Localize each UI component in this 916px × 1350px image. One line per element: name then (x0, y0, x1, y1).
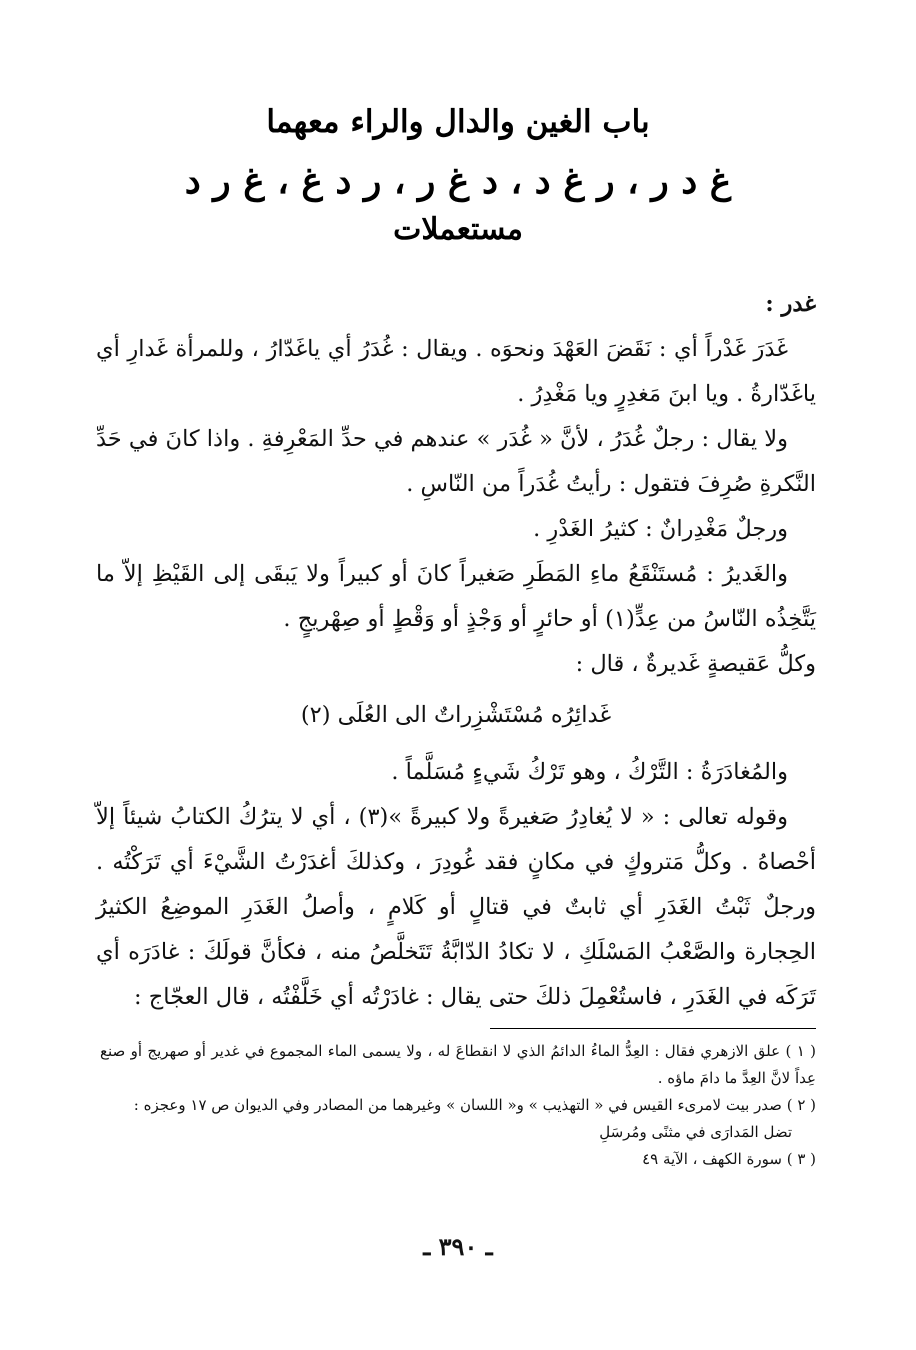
footnote-3: ( ٣ ) سورة الكهف ، الآية ٤٩ (642, 1150, 816, 1168)
entry-headword: غدر : (765, 291, 816, 317)
paragraph: وقوله تعالى : « لا يُغادِرُ صَغيرةً ولا كبيرةً »(٣) ، أي لا يترُكُ الكتابُ شيئاً إلاّ أحْصاهُ . وكلُّ مَتروكٍ في مكانٍ فقد غُودِرَ ، وكذلكَ أغدَرْتُ الشَّيْءَ أي تَرَكْتُه . ورجلٌ ثَبْتُ الغَدَرِ أي ثابتٌ في قتالٍ أو كَلامٍ ، وأصلُ الغَدَرِ الموضِعُ الكثيرُ الحِجارة والصَّعْبُ المَسْلَكِ ، لا تكادُ الدّابَّةُ تَتَخلَّصُ منه ، فكأنَّ قولَكَ : غادَرَه أي تَرَكَه في الغَدَرِ ، فاستُعْمِلَ ذلكَ حتى يقال : غادَرْتُه أي خَلَّفْتُه ، قال العجّاج : (96, 804, 816, 1010)
paragraph: وكلُّ عَقيصةٍ غَديرةٌ ، قال : (575, 651, 816, 677)
paragraph: والمُغادَرَةُ : التَّرْكُ ، وهو تَرْكُ شَيءٍ مُسَلَّماً . (391, 759, 788, 785)
footnote-2-continuation: تضل المَدارَى في مثنًى ومُرسَلِ (599, 1123, 792, 1141)
page-number: ـ ٣٩٠ ـ (423, 1232, 493, 1261)
paragraph: غَدَرَ غَدْراً أي : نَقَضَ العَهْدَ ونحوَه . ويقال : غُدَرُ أي ياغَدّارُ ، وللمرأة غَدارِ أي ياغَدّارةُ . ويا ابنَ مَغدِرٍ ويا مَغْدِرُ . (96, 336, 816, 407)
poetry-verse: غَدائِرُه مُسْتَشْزِراتٌ الى العُلَى (٢) (300, 702, 612, 728)
paragraph: والغَديرُ : مُستَنْقَعُ ماءِ المَطَرِ صَغيراً كانَ أو كبيراً ولا يَبقَى إلى القَيْظِ إلاّ ما يَتَّخِذُه النّاسُ من عِدٍّ(١) أو حائرٍ أو وَجْذٍ أو وَقْطٍ أو صِهْريجٍ . (96, 561, 816, 632)
chapter-title: باب الغين والدال والراء معهما (266, 104, 650, 140)
root-permutations: غ د ر ، ر غ د ، د غ ر ، ر د غ ، غ ر د (184, 160, 732, 202)
section-subtitle: مستعملات (393, 212, 523, 247)
paragraph: ورجلٌ مَغْدِرانٌ : كثيرُ الغَدْرِ . (533, 516, 788, 542)
entry-body (96, 282, 816, 1020)
footnote-1: ( ١ ) علق الازهري فقال : العِدُّ الماءُ الدائمُ الذي لا انقطاعَ له ، ولا يسمى الماء المجموع في غدير أو صهريج أو صنع عِداً لانَّ العِدَّ ما دامَ ماؤه . (100, 1042, 816, 1087)
footnotes (100, 1038, 816, 1173)
footnote-separator (490, 1028, 816, 1029)
paragraph: ولا يقال : رجلٌ غُدَرُ ، لأنَّ « غُدَر » عندهم في حدِّ المَعْرِفةِ . واذا كانَ في حَدِّ النَّكرةِ صُرِفَ فتقول : رأيتُ غُدَراً من النّاسِ . (96, 426, 816, 497)
footnote-2: ( ٢ ) صدر بيت لامرىء القيس في « التهذيب » و« اللسان » وغيرهما من المصادر وفي الديوان ص ١٧ وعجزه : (133, 1096, 816, 1114)
